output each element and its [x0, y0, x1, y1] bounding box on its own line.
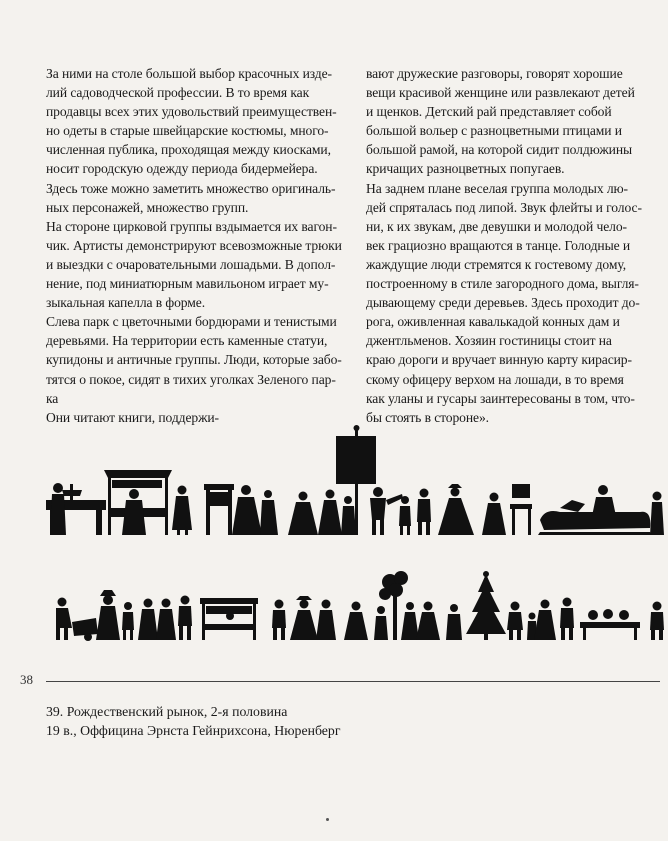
text-line: вают дружеские разговоры, говорят хорошие: [366, 66, 623, 81]
market-table-silhouette: [580, 602, 664, 641]
sleigh-silhouette: [538, 485, 664, 535]
text-line: рога, оживленная кавалькадой конных дам и: [366, 314, 620, 330]
figure-group-silhouette: [138, 596, 192, 641]
lady-figure-silhouette: [96, 590, 134, 640]
market-stall-goods-silhouette: [204, 484, 278, 535]
text-line: носит городскую одежду периода бидермейера.: [46, 161, 318, 177]
text-line: лий садоводческой профессии. В то время как: [46, 85, 310, 101]
text-line: вещи красивой женщине или развлекают детей: [366, 85, 635, 101]
signboard-silhouette: [336, 425, 403, 535]
figure-pair-silhouette: [288, 490, 342, 536]
christmas-tree-silhouette: [466, 571, 506, 640]
text-line: джентльменов. Хозяин гостиницы стоит на: [366, 333, 612, 349]
text-line: ка: [46, 390, 59, 406]
market-stall-silhouette: [200, 598, 258, 640]
text-line: тятся о покое, сидят в тихих уголках Зеленого пар-: [46, 371, 336, 387]
page-number: 38: [20, 672, 33, 687]
text-line: бы стоять в стороне».: [366, 409, 489, 425]
text-line: большой вольер с разноцветными птицами и: [366, 123, 622, 139]
text-line: но одеты в старые швейцарские костюмы, много-: [46, 123, 329, 139]
text-line: Здесь тоже можно заметить множество оригиналь-: [46, 180, 336, 196]
silhouette-row-2: [56, 571, 664, 641]
text-line: скому офицеру верхом на лошади, в то время: [366, 371, 624, 387]
text-line: и выездки с очаровательными лошадьми. В допол-: [46, 256, 336, 272]
figure-caption: [46, 702, 340, 740]
caption-line-1: 39. Рождественский рынок, 2-я половина: [46, 704, 288, 719]
figure-group-silhouette: [272, 596, 368, 640]
text-line: На стороне цирковой группы вздымается их вагон-: [46, 218, 337, 234]
text-line: Слева парк с цветочными бордюрами и тенистыми: [46, 314, 337, 330]
text-line: Они читают книги, поддержи-: [46, 409, 219, 425]
figure-silhouette: [172, 486, 192, 536]
text-line: краю дороги и вручает винную карту кирасир-: [366, 352, 632, 368]
text-line: как уланы и гусары заинтересованы в том, что-: [366, 390, 635, 406]
lady-figure-silhouette: [438, 484, 506, 535]
footer-divider: [46, 681, 660, 682]
text-line: За ними на столе большой выбор красочных изде-: [46, 66, 332, 81]
text-line: зыкальная капелла в форме.: [46, 295, 206, 311]
figure-group-silhouette: [507, 598, 574, 641]
silhouette-row-1: [46, 425, 664, 535]
figure-silhouette: [399, 489, 431, 536]
text-line: век грациозно вращаются в танце. Голодные и: [366, 237, 631, 253]
figure-with-cart-silhouette: [56, 598, 98, 642]
text-line: построенному в стиле загородного дома, выгля-: [366, 276, 639, 292]
text-line: продавцы всех этих удовольствий преимуществен-: [46, 104, 337, 120]
market-stall-silhouette: [46, 483, 106, 535]
print-dot: [326, 818, 329, 821]
text-line: чик. Артисты демонстрируют всевозможные трюки: [46, 237, 342, 253]
text-line: и щенков. Детский рай представляет собой: [366, 104, 612, 120]
text-line: ных персонажей, множество групп.: [46, 199, 249, 215]
text-line: численная публика, проходящая между киосками,: [46, 142, 331, 158]
text-line: нение, под миниатюрным мавильоном играет му-: [46, 276, 329, 292]
goods-table-silhouette: [510, 484, 532, 535]
text-line: На заднем плане веселая группа молодых лю-: [366, 180, 628, 196]
text-line: ни, к их звукам, две девушки и молодой чело-: [366, 218, 627, 234]
caption-line-2: 19 в., Оффицина Эрнста Гейнрихсона, Нюренберг: [46, 723, 341, 738]
text-line: деревьями. На территории есть каменные статуи,: [46, 333, 328, 349]
text-line: большой рамой, на которой сидит полдюжины: [366, 142, 633, 158]
text-line: купидоны и античные группы. Люди, которые забо-: [46, 352, 342, 368]
text-line: кричащих разноцветных попугаев.: [366, 161, 565, 177]
figure-group-silhouette: [401, 602, 462, 641]
text-line: дей спряталась под липой. Звук флейты и голос-: [366, 199, 642, 215]
text-line: жаждущие люди стремятся к гостевому дому,: [366, 256, 626, 272]
market-stall-canopy-silhouette: [104, 470, 172, 535]
text-line: дывающему среди деревьев. Здесь проходит до-: [366, 295, 640, 311]
